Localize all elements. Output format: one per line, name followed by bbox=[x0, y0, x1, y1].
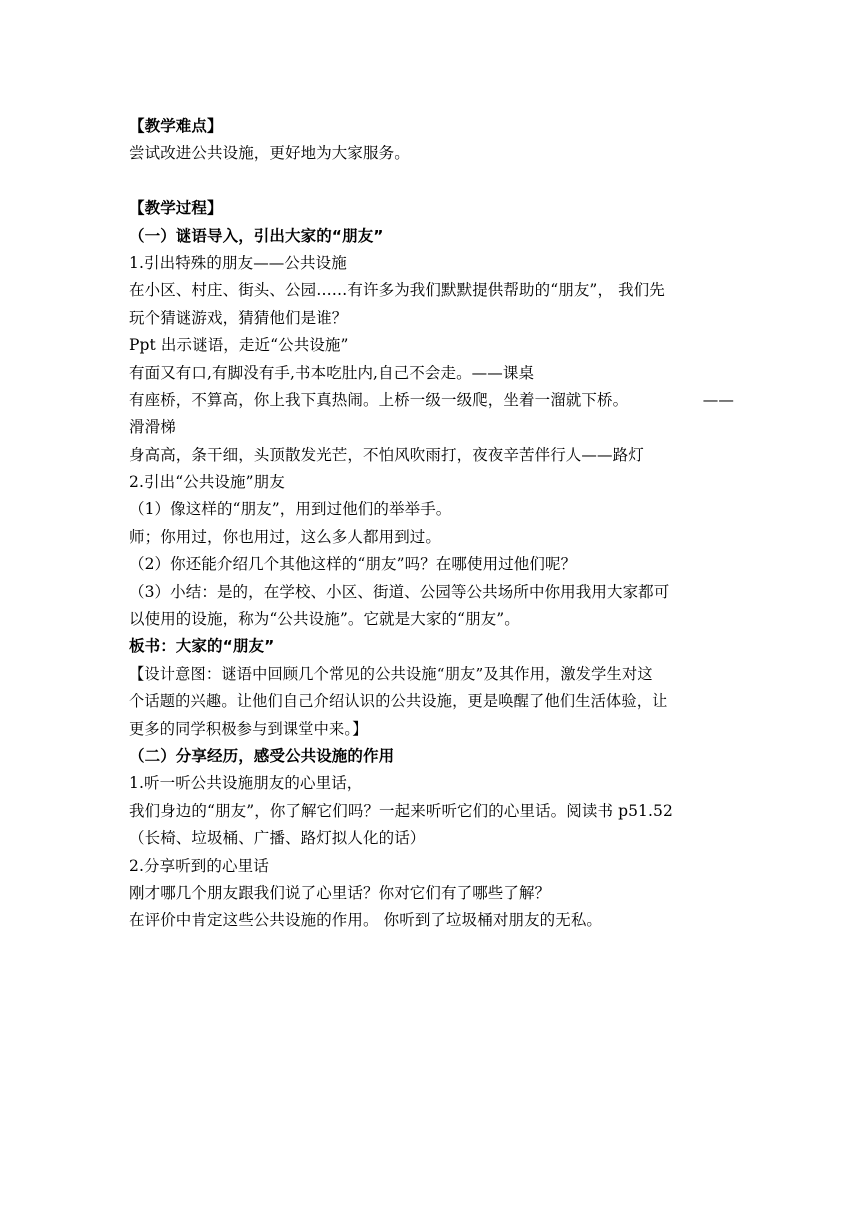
intro-line-2: 玩个猜谜游戏，猜猜他们是谁？ bbox=[129, 308, 348, 327]
section2-sub1: 1.听一听公共设施朋友的心里话， bbox=[129, 774, 363, 793]
design-intent-line-3: 更多的同学积极参与到课堂中来。】 bbox=[129, 719, 368, 738]
riddle-1: 有面又有口,有脚没有手,书本吃肚内,自己不会走。——课桌 bbox=[129, 363, 535, 382]
difficulty-text: 尝试改进公共设施，更好地为大家服务。 bbox=[129, 144, 410, 163]
riddle-2-answer: 滑滑梯 bbox=[129, 418, 176, 437]
riddle-2 bbox=[129, 387, 734, 414]
riddle-2-dash: —— bbox=[702, 390, 734, 409]
question-3-line-1: （3）小结：是的，在学校、小区、街道、公园等公共场所中你用我用大家都可 bbox=[129, 582, 670, 601]
section1-title: （一）谜语导入，引出大家的“朋友” bbox=[129, 226, 384, 245]
section1-sub2: 2.引出“公共设施”朋友 bbox=[129, 473, 285, 492]
teacher-line: 师；你用过，你也用过，这么多人都用到过。 bbox=[129, 527, 442, 546]
listen-line-2: （长椅、垃圾桶、广播、路灯拟人化的话） bbox=[129, 829, 426, 848]
share-question: 刚才哪几个朋友跟我们说了心里话？你对它们有了哪些了解？ bbox=[129, 883, 551, 902]
process-heading: 【教学过程】 bbox=[129, 199, 223, 218]
intro-line-1: 在小区、村庄、街头、公园……有许多为我们默默提供帮助的“朋友”， 我们先 bbox=[129, 281, 665, 300]
question-2: （2）你还能介绍几个其他这样的“朋友”吗？在哪使用过他们呢？ bbox=[129, 555, 577, 574]
listen-line-1: 我们身边的“朋友”，你了解它们吗？一起来听听它们的心里话。阅读书 p51.52 bbox=[129, 801, 673, 820]
design-intent-line-1: 【设计意图：谜语中回顾几个常见的公共设施“朋友”及其作用，激发学生对这 bbox=[129, 664, 653, 683]
question-3-line-2: 以使用的设施，称为“公共设施”。它就是大家的“朋友”。 bbox=[129, 610, 520, 629]
board-writing: 板书：大家的“朋友” bbox=[129, 637, 275, 656]
section2-sub2: 2.分享听到的心里话 bbox=[129, 856, 269, 875]
blank-line bbox=[129, 168, 734, 195]
share-evaluation: 在评价中肯定这些公共设施的作用。 你听到了垃圾桶对朋友的无私。 bbox=[129, 911, 603, 930]
riddle-3: 身高高，条干细，头顶散发光芒，不怕风吹雨打，夜夜辛苦伴行人——路灯 bbox=[129, 445, 644, 464]
difficulty-heading: 【教学难点】 bbox=[129, 117, 223, 135]
question-1: （1）像这样的“朋友”，用到过他们的举举手。 bbox=[129, 500, 452, 519]
section2-title: （二）分享经历，感受公共设施的作用 bbox=[129, 746, 395, 765]
design-intent-line-2: 个话题的兴趣。让他们自己介绍认识的公共设施，更是唤醒了他们生活体验，让 bbox=[129, 692, 668, 711]
riddle-2-text: 有座桥，不算高，你上我下真热闹。上桥一级一级爬，坐着一溜就下桥。 bbox=[129, 390, 629, 409]
lesson-plan-content bbox=[129, 113, 734, 935]
section1-sub1: 1.引出特殊的朋友——公共设施 bbox=[129, 253, 347, 272]
ppt-riddle-line: Ppt 出示谜语，走近“公共设施” bbox=[129, 336, 349, 355]
